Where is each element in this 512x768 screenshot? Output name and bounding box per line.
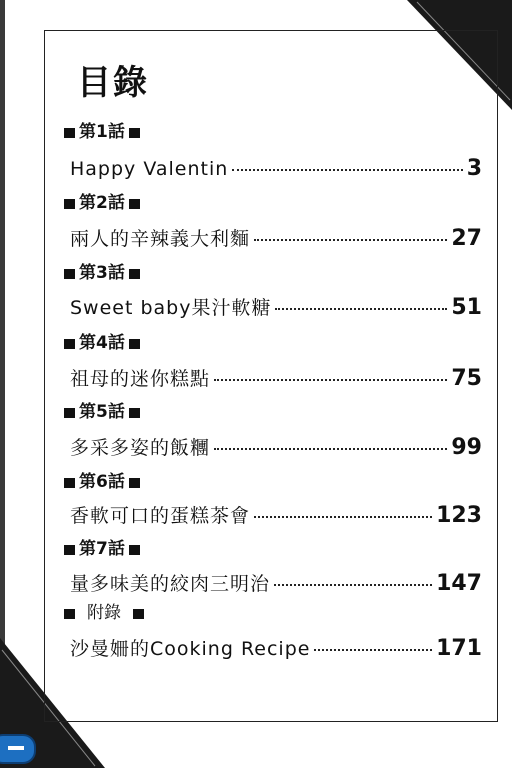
chapter-number: 第7話 [79, 539, 125, 559]
dot-leader [254, 239, 447, 241]
dot-leader [274, 584, 432, 586]
square-bullet-icon [129, 269, 140, 279]
chapter-label [64, 124, 140, 141]
square-bullet-icon [129, 128, 140, 138]
entry-title: 多采多姿的飯糰 [70, 437, 211, 459]
entry-page-number: 123 [436, 503, 482, 528]
square-bullet-icon [129, 199, 140, 209]
toc-entry[interactable] [70, 158, 482, 180]
chapter-label [64, 474, 140, 491]
entry-title: 兩人的辛辣義大利麵 [70, 228, 251, 250]
chapter-label [64, 195, 140, 212]
entry-page-number: 3 [466, 156, 482, 181]
chapter-label [64, 265, 140, 282]
square-bullet-icon [129, 339, 140, 349]
square-bullet-icon [64, 128, 75, 138]
entry-title: 沙曼姍的Cooking Recipe [70, 638, 311, 660]
toc-entry[interactable] [70, 297, 482, 319]
chapter-number: 附錄 [87, 603, 121, 623]
entry-page-number: 171 [436, 636, 482, 661]
dot-leader [214, 448, 447, 450]
chapter-number: 第5話 [79, 402, 125, 422]
square-bullet-icon [64, 199, 75, 209]
entry-page-number: 27 [451, 226, 482, 251]
entry-title: 祖母的迷你糕點 [70, 368, 211, 390]
chapter-number: 第6話 [79, 472, 125, 492]
toc-entry[interactable] [70, 505, 482, 527]
toc-entry[interactable] [70, 638, 482, 660]
chapter-label [64, 335, 140, 352]
toc-entry[interactable] [70, 368, 482, 390]
square-bullet-icon [64, 545, 75, 555]
dot-leader [254, 516, 432, 518]
square-bullet-icon [64, 269, 75, 279]
square-bullet-icon [129, 478, 140, 488]
blue-tab-icon[interactable] [0, 734, 36, 764]
dot-leader [232, 169, 462, 171]
toc-entry[interactable] [70, 228, 482, 250]
entry-title: Sweet baby果汁軟糖 [70, 297, 272, 319]
toc-entry[interactable] [70, 437, 482, 459]
square-bullet-icon [64, 478, 75, 488]
square-bullet-icon [129, 408, 140, 418]
chapter-number: 第4話 [79, 333, 125, 353]
entry-page-number: 99 [451, 435, 482, 460]
chapter-number: 第1話 [79, 122, 125, 142]
entry-page-number: 75 [451, 366, 482, 391]
entry-title: Happy Valentin [70, 158, 229, 180]
entry-page-number: 147 [436, 571, 482, 596]
dot-leader [214, 379, 447, 381]
square-bullet-icon [64, 408, 75, 418]
square-bullet-icon [64, 609, 75, 619]
chapter-label [64, 541, 140, 558]
chapter-number: 第2話 [79, 193, 125, 213]
dot-leader [275, 308, 447, 310]
chapter-number: 第3話 [79, 263, 125, 283]
entry-page-number: 51 [451, 295, 482, 320]
toc-entry[interactable] [70, 573, 482, 595]
chapter-label [64, 404, 140, 421]
toc-title: 目錄 [77, 63, 149, 103]
chapter-label [64, 605, 144, 622]
dot-leader [314, 649, 432, 651]
square-bullet-icon [64, 339, 75, 349]
square-bullet-icon [133, 609, 144, 619]
square-bullet-icon [129, 545, 140, 555]
entry-title: 香軟可口的蛋糕茶會 [70, 505, 251, 527]
entry-title: 量多味美的絞肉三明治 [70, 573, 271, 595]
